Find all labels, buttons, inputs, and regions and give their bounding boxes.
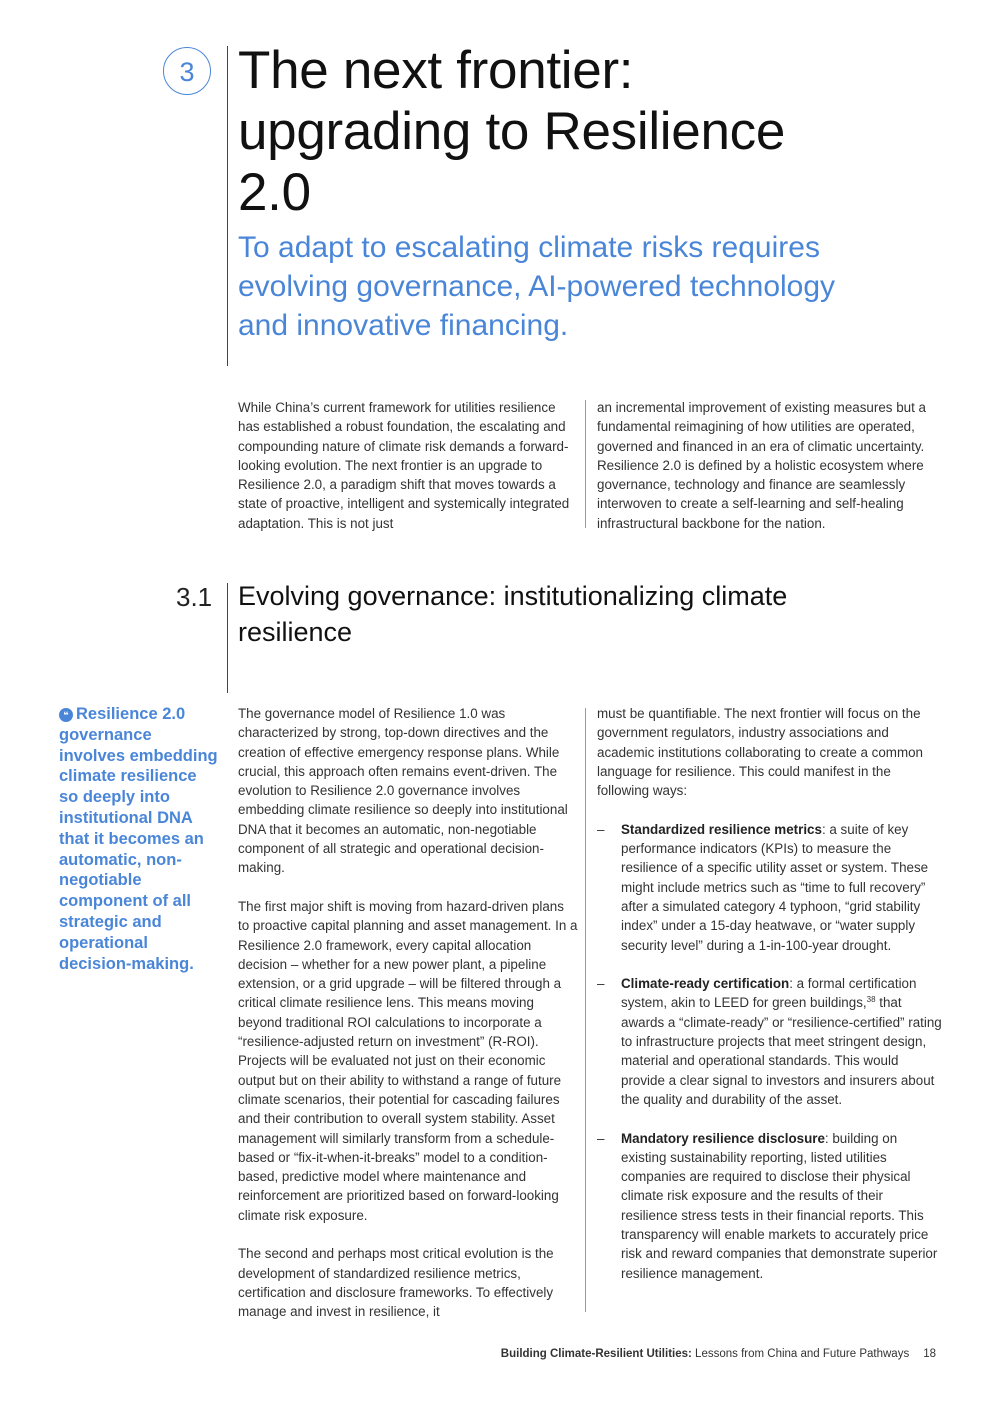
list-item-term: Mandatory resilience disclosure <box>621 1130 825 1146</box>
footnote-reference[interactable]: 38 <box>866 995 876 1005</box>
bullet-dash: – <box>597 1130 605 1146</box>
footer-report-subtitle: Lessons from China and Future Pathways <box>691 1348 910 1360</box>
pull-quote <box>59 704 219 974</box>
chapter-title: The next frontier: upgrading to Resilience 2.0 <box>238 41 786 222</box>
quote-icon: ❝ <box>59 708 73 722</box>
footer-report-title: Building Climate-Resilient Utilities: <box>500 1348 692 1360</box>
list-item-text: that awards a “climate-ready” or “resilience-certified” rating to infrastructure projects that meet stringent design, material and operational standards. This would provide a clear signal to investors and insurers about the quality and durability of the asset. <box>621 995 942 1107</box>
header-divider <box>227 46 228 366</box>
list-item-text: : building on existing sustainability reporting, listed utilities companies are required to disclose their physical climate risk exposure and the results of their resilience stress tests in their financial reports. This transparency will enable markets to accurately price risk and reward companies that demonstrate superior resilience management. <box>621 1130 938 1281</box>
body-paragraph: The governance model of Resilience 1.0 was characterized by strong, top-down directives and the creation of effective emergency response plans. While crucial, this approach often remains event-driven. The evolution to Resilience 2.0 governance involves embedding climate resilience so deeply into institutional DNA that it becomes an automatic, non-negotiable component of all strategic and operational decision-making. <box>238 706 568 876</box>
column-divider <box>585 708 586 1312</box>
list-item-term: Standardized resilience metrics <box>621 821 822 837</box>
chapter-subtitle: To adapt to escalating climate risks requires evolving governance, AI-powered technology and innovative financing. <box>238 231 836 342</box>
list-item-text: : a formal certification system, akin to LEED for green buildings, <box>621 976 917 1011</box>
main-column-left <box>238 704 578 1322</box>
resilience-measures-list <box>597 820 942 1283</box>
list-item <box>597 974 942 1109</box>
list-item <box>597 820 942 955</box>
intro-paragraph-right: an incremental improvement of existing measures but a fundamental reimagining of how utilities are operated, governed and financed in an era of climatic uncertainty. Resilience 2.0 is defined by a holistic ecosystem where governance, technology and finance are seamlessly interwoven to create a self-learning and self-healing infrastructural backbone for the nation. <box>597 400 926 531</box>
body-paragraph: The first major shift is moving from hazard-driven plans to proactive capital planning and asset management. In a Resilience 2.0 framework, every capital allocation decision – whether for a new power plant, a pipeline extension, or a grid upgrade – will be filtered through a critical climate resilience lens. This means moving beyond traditional ROI calculations to incorporate a “resilience-adjusted return on investment” (R-ROI). Projects will be evaluated not just on their economic output but on their ability to withstand a range of future climate scenarios, their potential for cascading failures and their contribution to overall system stability. Asset management will similarly transform from a schedule-based or “fix-it-when-it-breaks” model to a condition-based, predictive model where maintenance and reinforcement are prioritized based on forward-looking climate risk exposure. <box>238 898 578 1223</box>
body-paragraph: must be quantifiable. The next frontier will focus on the government regulators, industry associations and academic institutions collaborating to create a common language for resilience. This could manifest in the following ways: <box>597 706 924 799</box>
section-divider <box>227 583 228 693</box>
list-item <box>597 1129 942 1283</box>
page-footer <box>476 1346 936 1362</box>
chapter-number-badge: 3 <box>163 47 211 95</box>
column-divider <box>585 400 586 528</box>
pull-quote-text: Resilience 2.0 governance involves embedding climate resilience so deeply into institutional DNA that it becomes an automatic, non-negotiable component of all strategic and operational decision-making. <box>59 705 218 973</box>
list-item-text: : a suite of key performance indicators (KPIs) to measure the resilience of a specific utility asset or system. These might include metrics such as “time to full recovery” after a simulated category 4 typhoon, “grid stability index” under a 15-day heatwave, or “water supply security level” during a 1-in-100-year drought. <box>621 821 929 953</box>
section-title: Evolving governance: institutionalizing climate resilience <box>238 581 788 647</box>
intro-paragraph-left: While China’s current framework for utilities resilience has established a robust foundation, the escalating and compounding nature of climate risk demands a forward-looking evolution. The next frontier is an upgrade to Resilience 2.0, a paradigm shift that moves towards a state of proactive, intelligent and systemically integrated adaptation. This is not just <box>238 400 570 531</box>
section-number: 3.1 <box>176 582 213 612</box>
list-item-term: Climate-ready certification <box>621 976 790 992</box>
body-paragraph: The second and perhaps most critical evolution is the development of standardized resilience metrics, certification and disclosure frameworks. To effectively manage and invest in resilience, it <box>238 1246 554 1320</box>
bullet-dash: – <box>597 976 605 992</box>
bullet-dash: – <box>597 821 605 837</box>
page-number: 18 <box>923 1348 936 1360</box>
main-column-right <box>597 704 942 1283</box>
